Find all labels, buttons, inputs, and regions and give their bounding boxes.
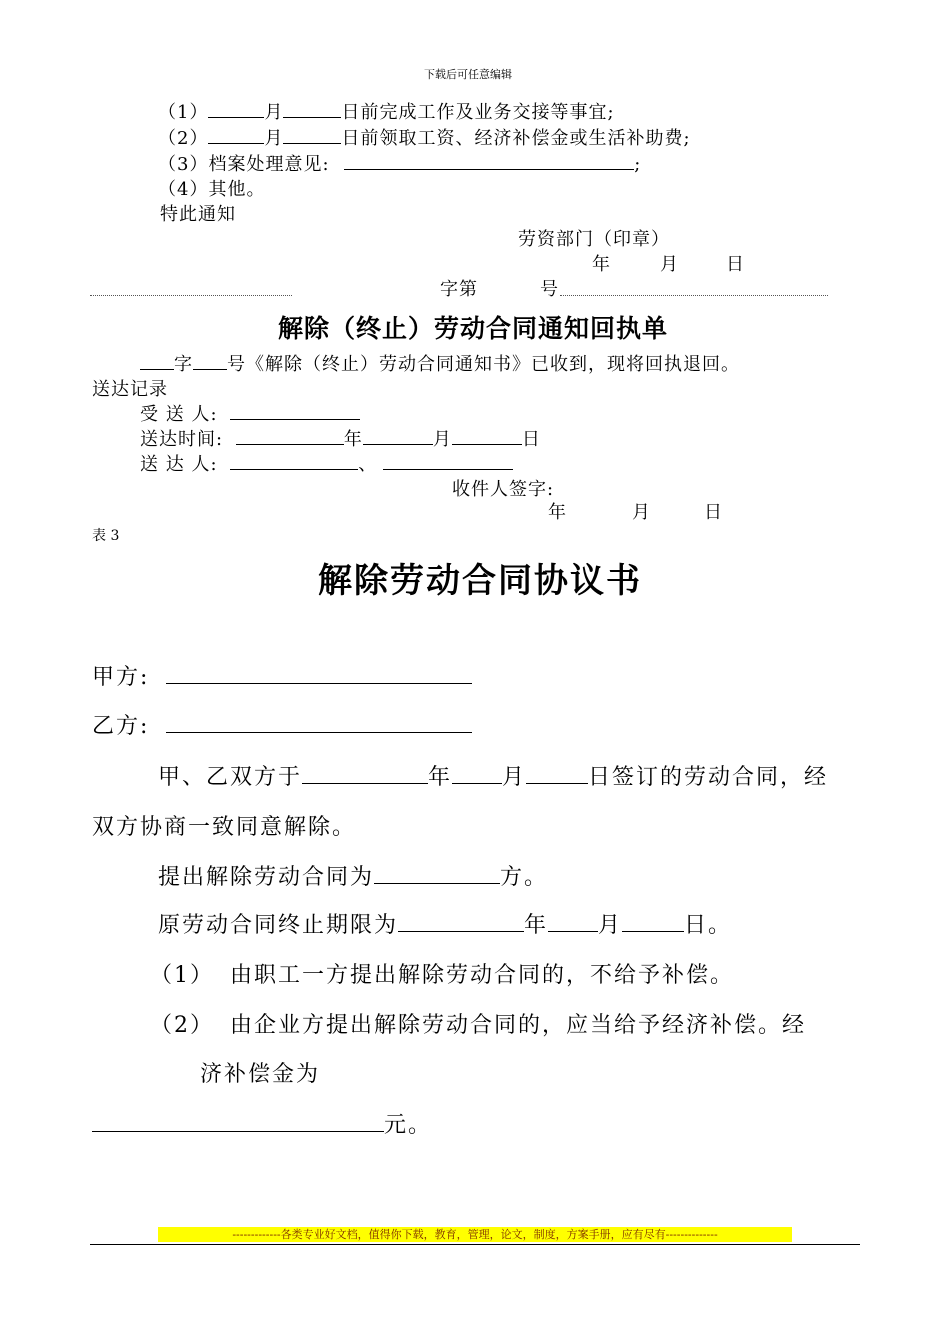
footer-rule — [90, 1244, 860, 1245]
table-label: 表 3 — [92, 528, 120, 544]
party-b-row: 乙方: — [92, 709, 472, 740]
sign-day-blank[interactable] — [526, 763, 588, 784]
clause-2-line2: 济补偿金为 — [200, 1062, 321, 1087]
receipt-hao-blank[interactable] — [193, 353, 227, 370]
sender-blank-2[interactable] — [383, 453, 513, 470]
sender-blank-1[interactable] — [230, 453, 358, 470]
proposer-row: 提出解除劳动合同为 方。 — [158, 865, 549, 890]
para1-line2: 双方协商一致同意解除。 — [92, 815, 357, 840]
delivery-year-blank[interactable] — [236, 428, 344, 445]
sign-month: 月 — [660, 254, 679, 275]
proposer-blank[interactable] — [374, 863, 500, 884]
party-b-blank[interactable] — [166, 712, 472, 733]
para1-line1: 甲、乙双方于 年 月 日签订的劳动合同，经 — [158, 765, 829, 790]
notice-item-4: （4）其他。 — [158, 179, 266, 200]
recipient-sign-day: 日 — [704, 502, 723, 523]
delivery-month-blank[interactable] — [363, 428, 433, 445]
recipient-sign-year: 年 — [548, 502, 567, 523]
sender-row: 送 达 人: 、 — [140, 450, 513, 476]
term-year-blank[interactable] — [398, 911, 524, 932]
clause-2: （2） 由企业方提出解除劳动合同的，应当给予经济补偿。经 — [150, 1013, 807, 1038]
agreement-title: 解除劳动合同协议书 — [318, 561, 642, 601]
amount-blank[interactable] — [92, 1111, 384, 1132]
item1-month-blank[interactable] — [208, 101, 264, 118]
receipt-title: 解除（终止）劳动合同通知回执单 — [278, 314, 669, 343]
dept-seal: 劳资部门（印章） — [518, 229, 670, 250]
notice-item-2: （2） 月 日前领取工资、经济补偿金或生活补助费; — [158, 128, 691, 149]
delivery-record-label: 送达记录 — [92, 379, 168, 400]
item2-month-blank[interactable] — [208, 127, 264, 144]
archive-opinion-blank[interactable] — [344, 153, 634, 170]
receiver-row: 受 送 人: — [140, 400, 360, 426]
sign-year: 年 — [592, 254, 611, 275]
notice-item-1: （1） 月 日前完成工作及业务交接等事宜; — [158, 102, 615, 123]
term-row: 原劳动合同终止期限为 年 月 日。 — [158, 913, 733, 938]
recipient-sign-label: 收件人签字: — [452, 479, 555, 500]
receipt-zi-blank[interactable] — [140, 353, 174, 370]
cut-zi-di: 字第 — [440, 279, 478, 300]
amount-row: 元。 — [92, 1108, 432, 1139]
recipient-sign-month: 月 — [632, 502, 651, 523]
header-note: 下载后可任意编辑 — [424, 68, 512, 81]
receiver-blank[interactable] — [230, 403, 360, 420]
clause-1: （1） 由职工一方提出解除劳动合同的，不给予补偿。 — [150, 963, 735, 988]
item1-day-blank[interactable] — [283, 101, 341, 118]
party-a-row: 甲方: — [92, 660, 472, 691]
cut-line-left — [90, 295, 292, 296]
cut-hao: 号 — [540, 279, 559, 300]
delivery-time-row: 送达时间: 年 月 日 — [140, 429, 541, 450]
sign-day: 日 — [726, 254, 745, 275]
footer-banner: -------------各类专业好文档，值得你下载，教育，管理，论文，制度，方案手册，应有尽有-------------- — [158, 1227, 792, 1242]
term-month-blank[interactable] — [548, 911, 598, 932]
item2-day-blank[interactable] — [283, 127, 341, 144]
term-day-blank[interactable] — [622, 911, 684, 932]
cut-line-right — [560, 295, 828, 296]
party-a-blank[interactable] — [166, 663, 472, 684]
sign-year-blank[interactable] — [302, 763, 428, 784]
notice-item-3: （3）档案处理意见: ; — [158, 154, 642, 175]
delivery-day-blank[interactable] — [452, 428, 522, 445]
sign-month-blank[interactable] — [452, 763, 502, 784]
receipt-body: 字 号《解除（终止）劳动合同通知书》已收到，现将回执退回。 — [140, 350, 740, 376]
notice-closing: 特此通知 — [160, 204, 236, 225]
